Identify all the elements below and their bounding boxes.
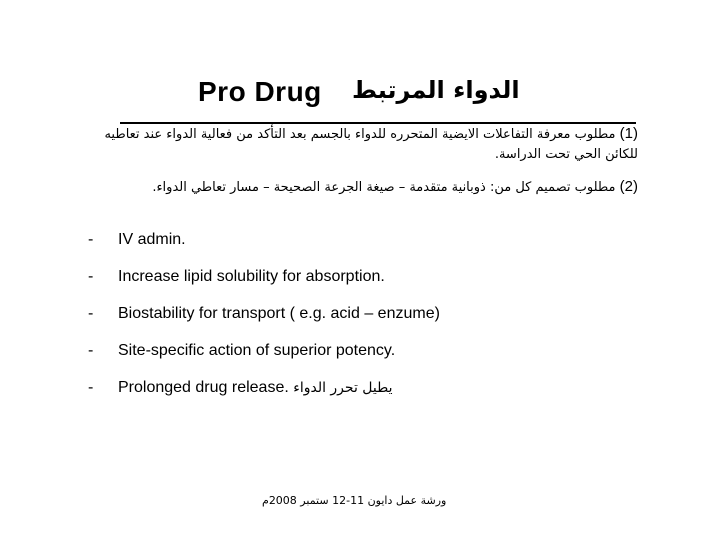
- title-english: Pro Drug: [198, 76, 322, 107]
- footer-note: ورشة عمل دايون 11-12 ستمبر 2008م: [262, 494, 447, 507]
- bullet-text: Site-specific action of superior potency.: [118, 342, 396, 359]
- bullet-text-with-arabic: [118, 379, 393, 397]
- point-1-number: (1): [619, 125, 638, 142]
- bullet-dash: -: [88, 379, 94, 396]
- bullet-text: Biostability for transport ( e.g. acid – enzume): [118, 305, 440, 322]
- point-2: [98, 177, 638, 198]
- point-1: [78, 124, 638, 165]
- title-arabic: الدواء المرتبط: [352, 76, 520, 104]
- bullet-text-arabic: يطيل تحرر الدواء: [293, 380, 393, 396]
- bullet-text: Prolonged drug release.: [118, 379, 289, 396]
- bullet-text: IV admin.: [118, 231, 186, 248]
- point-2-text: مطلوب تصميم كل من: ذوبانية متقدمة – صيغة الجرعة الصحيحة – مسار تعاطي الدواء.: [152, 180, 616, 195]
- bullet-dash: -: [88, 305, 94, 322]
- bullet-dash: -: [88, 342, 94, 359]
- bullet-text: Increase lipid solubility for absorption.: [118, 268, 385, 285]
- bullet-dash: -: [88, 268, 94, 285]
- bullet-dash: -: [88, 231, 94, 248]
- point-2-number: (2): [619, 178, 638, 195]
- point-1-text: مطلوب معرفة التفاعلات الايضية المتحرره للدواء بالجسم بعد التأكد من فعالية الدواء عند تعاطيه للكائن الحي تحت الدراسة.: [104, 127, 638, 162]
